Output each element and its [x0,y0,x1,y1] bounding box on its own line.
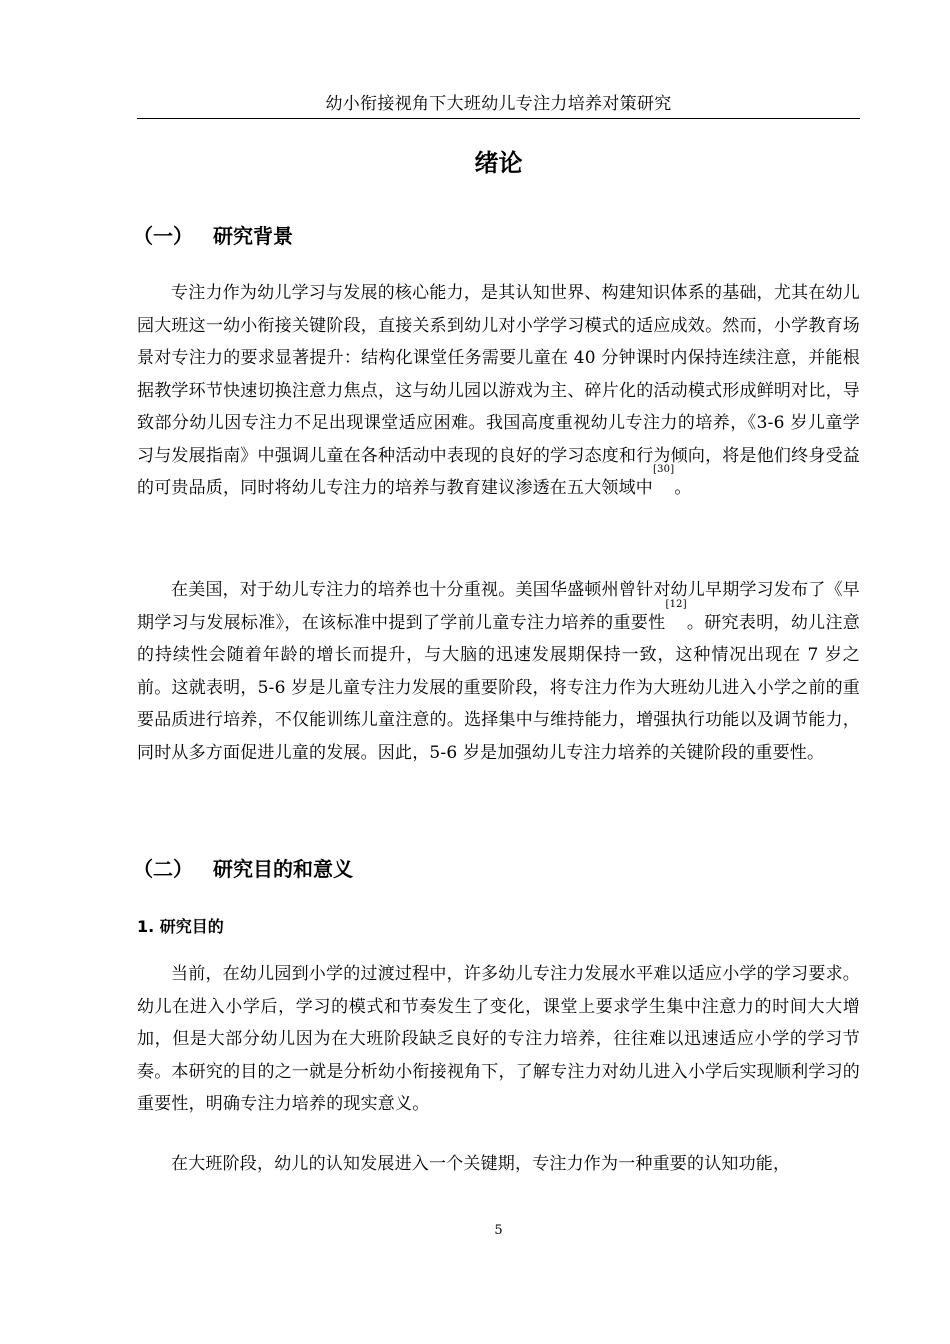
paragraph-purpose-1: 当前，在幼儿园到小学的过渡过程中，许多幼儿专注力发展水平难以适应小学的学习要求。幼儿在进入小学后，学习的模式和节奏发生了变化，课堂上要求学生集中注意力的时间大大增加，但是大部分幼儿因为在大班阶段缺乏良好的专注力培养，往往难以迅速适应小学的学习节奏。本研究的目的之一就是分析幼小衔接视角下，了解专注力对幼儿进入小学后实现顺利学习的重要性，明确专注力培养的现实意义。 [137,964,860,1114]
section-title: 研究背景 [213,224,293,248]
paragraph-end: 。 [674,478,692,498]
paragraph-background-2 [137,574,860,769]
section-heading-background [133,222,860,250]
section-title: 研究目的和意义 [213,857,353,881]
citation-12: [12] [665,598,687,610]
running-header: 幼小衔接视角下大班幼儿专注力培养对策研究 [325,94,672,114]
section-number: （一） [133,224,193,248]
section-heading-purpose [133,855,860,883]
page-number: 5 [494,1223,503,1238]
subsection-heading-purpose: 1. 研究目的 [137,917,224,936]
citation-30: [30] [653,464,675,475]
paragraph-purpose-2: 在大班阶段，幼儿的认知发展进入一个关键期，专注力作为一种重要的认知功能， [171,1154,791,1174]
paragraph-text: 专注力作为幼儿学习与发展的核心能力，是其认知世界、构建知识体系的基础，尤其在幼儿园大班这一幼小衔接关键阶段，直接关系到幼儿对小学学习模式的适应成效。然而，小学教育场景对专注力的要求显著提升：结构化课堂任务需要儿童在 40 分钟课时内保持连续注意，并能根据教学环节快速切换注意力焦点，这与幼儿园以游戏为主、碎片化的活动模式形成鲜明对比，导致部分幼儿因专注力不足出现课堂适应困难。我国高度重视幼儿专注力的培养，《3-6 岁儿童学习与发展指南》中强调儿童在各种活动中表现的良好的学习态度和行为倾向，将是他们终身受益的可贵品质，同时将幼儿专注力的培养与教育建议渗透在五大领域中 [137,283,860,498]
paragraph-text-continued: 。研究表明，幼儿注意的持续性会随着年龄的增长而提升，与大脑的迅速发展期保持一致，这种情况出现在 7 岁之前。这就表明，5-6 岁是儿童专注力发展的重要阶段，将专注力作为大班幼儿进入小学之前的重要品质进行培养，不仅能训练儿童注意的。选择集中与维持能力，增强执行功能以及调节能力，同时从多方面促进儿童的发展。因此，5-6 岁是加强幼儿专注力培养的关键阶段的重要性。 [137,612,861,763]
header-rule [137,118,860,119]
chapter-title: 绪论 [474,149,523,177]
paragraph-text: 在美国，对于幼儿专注力的培养也十分重视。美国华盛顿州曾针对幼儿早期学习发布了《早期学习与发展标准》，在该标准中提到了学前儿童专注力培养的重要性 [137,580,860,633]
paragraph-background-1 [137,277,860,505]
section-number: （二） [133,857,193,881]
